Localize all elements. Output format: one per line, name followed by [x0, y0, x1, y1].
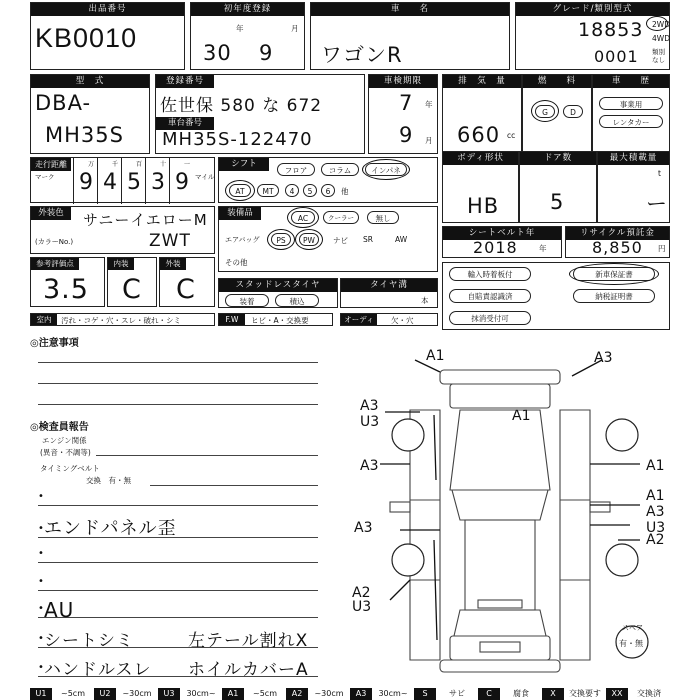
- legend-value: 30cm~: [186, 689, 216, 698]
- fuel-diesel-option: D: [563, 105, 583, 118]
- spare-label: スペア: [622, 624, 643, 632]
- mark-right-door-a1: A1: [646, 458, 665, 474]
- fw-condition-label: F.W: [219, 314, 245, 325]
- studless-label: スタッドレスタイヤ: [219, 279, 337, 292]
- legend-key: A1: [222, 688, 244, 700]
- legend-key: S: [414, 688, 436, 700]
- remark-bullet: •: [38, 576, 44, 587]
- remark-right-1: 左テール割れX: [188, 631, 309, 651]
- remark-bullet: •: [38, 603, 44, 614]
- exterior-color-code-label: (カラーNo.): [35, 238, 74, 246]
- doc-cancellation: 抹消受付可: [449, 311, 531, 325]
- mileage-digit-cell: [121, 158, 145, 204]
- mileage-digit-cell: [97, 158, 121, 204]
- equipment-box: [218, 206, 438, 272]
- timing-belt-options: 交換 有・無: [86, 476, 131, 485]
- doc-tax-cert: 納税証明書: [573, 289, 655, 303]
- model-line2: MH35S: [45, 123, 124, 147]
- remark-bullet: •: [38, 548, 44, 559]
- recycle-label: リサイクル預託金: [566, 227, 669, 240]
- history-rental-option: レンタカー: [599, 115, 663, 128]
- mileage-unit: 十: [160, 161, 167, 168]
- doors-value: 5: [550, 190, 565, 214]
- shift-floor-option: フロア: [277, 163, 315, 176]
- mileage-digit: 9: [175, 170, 190, 195]
- legend-value: サビ: [449, 689, 465, 698]
- car-name-value: ワゴンR: [321, 43, 403, 67]
- equipment-navi-option: ナビ: [333, 236, 348, 245]
- mileage-unit: 千: [112, 161, 119, 168]
- first-registration-month: 9: [259, 41, 274, 65]
- mileage-mark-label: マーク: [35, 173, 55, 181]
- selected-circle-mark: [646, 16, 668, 31]
- tire-depth-box: [340, 278, 438, 308]
- exterior-color-code: ZWT: [149, 231, 191, 251]
- seatbelt-unit: 年: [539, 244, 547, 253]
- legend-value: ~5cm: [61, 689, 85, 698]
- doc-import-plate: 輸入時着板付: [449, 267, 531, 281]
- remark-3: シートシミ: [44, 631, 134, 651]
- lot-number-label: 出品番号: [31, 3, 184, 16]
- mark-front-a1: A1: [426, 348, 445, 364]
- interior-score-label: 内装: [108, 258, 134, 270]
- model-line1: DBA-: [35, 91, 92, 115]
- mark-rear-a2: A2: [352, 585, 371, 601]
- first-registration-box: [190, 2, 305, 70]
- mileage-unit: 万: [88, 161, 95, 168]
- inspection-year-label: 年: [425, 100, 433, 109]
- chassis-value: MH35S-122470: [162, 129, 313, 150]
- equipment-cooler-option: クーラー: [323, 211, 359, 224]
- capacity-unit: t: [658, 169, 661, 178]
- legend-value: 腐食: [513, 689, 529, 698]
- fuel-label: 燃 料: [523, 75, 591, 88]
- interior-condition-label: 室内: [31, 314, 57, 325]
- inspection-month-label: 月: [425, 136, 433, 145]
- mileage-label: 走行距離: [31, 158, 71, 171]
- doors-box: [519, 151, 597, 223]
- equipment-sr-option: SR: [363, 235, 373, 244]
- selected-circle-mark: [287, 207, 319, 228]
- interior-score-value: C: [122, 274, 142, 305]
- legend-value: 交換済: [637, 689, 661, 698]
- first-registration-year: 30: [203, 41, 232, 65]
- mileage-box: [30, 157, 215, 203]
- mileage-digit: 9: [79, 170, 94, 195]
- exterior-color-box: [30, 206, 215, 254]
- engine-label: エンジン関係: [42, 436, 87, 445]
- grade-sub-value: 0001: [594, 47, 639, 66]
- grade-label: グレード/類別型式: [516, 3, 669, 16]
- mileage-digit: 3: [151, 170, 166, 195]
- mileage-digit-cell: [73, 158, 97, 204]
- mark-right-rear-a3: A3: [646, 504, 665, 520]
- audio-condition-text: 欠・穴: [391, 316, 414, 325]
- shift-mt-option: MT: [257, 184, 279, 197]
- seatbelt-box: [442, 226, 562, 258]
- inspection-label: 車検期限: [369, 75, 437, 88]
- first-registration-month-label: 月: [291, 24, 299, 33]
- capacity-value: ー: [646, 192, 668, 216]
- displacement-unit: cc: [507, 131, 516, 140]
- mark-right-quarter-a2: A2: [646, 532, 665, 548]
- legend-value: ~30cm: [122, 689, 152, 698]
- mark-front-a3: A3: [594, 350, 613, 366]
- mark-left-rear-a3: A3: [354, 520, 373, 536]
- remark-2: AU: [44, 598, 75, 622]
- selected-circle-mark: [225, 180, 255, 201]
- model-label: 型 式: [31, 75, 149, 88]
- remark-right-2: ホイルカバーA: [188, 660, 309, 680]
- studless-mounted-option: 装着: [225, 294, 269, 307]
- displacement-value: 660: [457, 123, 501, 147]
- selected-circle-mark: [295, 229, 323, 250]
- inspector-title: ◎検査員報告: [30, 422, 89, 433]
- legend-key: C: [478, 688, 500, 700]
- equipment-label: 装備品: [219, 207, 261, 220]
- shift-other-option: 他: [341, 187, 349, 196]
- interior-score-box: [107, 257, 157, 307]
- inspection-box: [368, 74, 438, 154]
- shift-column-option: コラム: [321, 163, 359, 176]
- equipment-pw-option: PW: [299, 233, 319, 246]
- plate-value: 佐世保 580 な 672: [160, 96, 323, 116]
- legend-key: A3: [350, 688, 372, 700]
- vehicle-damage-diagram: [340, 340, 670, 685]
- mileage-digit-cell: [145, 158, 169, 204]
- body-type-label: ボディ形状: [443, 152, 518, 165]
- remark-bullet: •: [38, 491, 44, 502]
- equipment-other-label: その他: [225, 258, 248, 267]
- interior-condition-bar: [30, 313, 215, 326]
- recycle-value: 8,850: [592, 238, 643, 257]
- doc-insurance: 自賠責認識済: [449, 289, 531, 303]
- mark-rear-u3: U3: [352, 599, 372, 615]
- doc-warranty: 新車保証書: [573, 267, 655, 281]
- grade-box: [515, 2, 670, 70]
- car-name-label: 車 名: [311, 3, 509, 16]
- legend-key: A2: [286, 688, 308, 700]
- mileage-unit-label: マイル: [195, 173, 215, 181]
- mileage-digit: 5: [127, 170, 142, 195]
- doors-label: ドア数: [520, 152, 596, 165]
- audio-condition-bar: [340, 313, 438, 335]
- legend-key: U3: [158, 688, 180, 700]
- overall-score-label: 参考評価点: [31, 258, 79, 270]
- inspection-month: 9: [399, 123, 414, 147]
- shift-at-option: AT: [229, 184, 251, 197]
- plate-box: [155, 74, 365, 154]
- shift-6-option: 6: [321, 184, 335, 197]
- legend-key: U1: [30, 688, 52, 700]
- car-name-box: [310, 2, 510, 70]
- selected-circle-mark: [569, 263, 659, 285]
- tire-depth-label: タイヤ溝: [341, 279, 437, 292]
- recycle-box: [565, 226, 670, 258]
- notes-title: ◎注意事項: [30, 338, 79, 349]
- seatbelt-value: 2018: [473, 238, 518, 257]
- fuel-gas-option: G: [535, 105, 555, 118]
- remark-4: ハンドルスレ: [44, 660, 152, 680]
- equipment-ps-option: PS: [271, 233, 291, 246]
- shift-label: シフト: [219, 158, 269, 171]
- mark-right-rear-a1: A1: [646, 488, 665, 504]
- fw-condition-text: ヒビ・A・交換要: [251, 316, 309, 325]
- fw-condition-bar: [218, 313, 333, 326]
- first-registration-label: 初年度登録: [191, 3, 304, 16]
- documents-box: [442, 262, 670, 330]
- exterior-score-box: [159, 257, 215, 307]
- legend-key: U2: [94, 688, 116, 700]
- exterior-score-label: 外装: [160, 258, 186, 270]
- spare-value: 有・無: [619, 639, 643, 648]
- mileage-digit-cell: [169, 158, 193, 204]
- model-box: [30, 74, 150, 154]
- shift-box: [218, 157, 438, 203]
- remark-1: エンドパネル歪: [44, 518, 177, 539]
- shift-instpanel-option: インパネ: [365, 163, 407, 176]
- selected-circle-mark: [362, 159, 410, 180]
- engine-sub-label: (異音・不調等): [40, 448, 91, 457]
- mark-right-rear-u3: U3: [646, 520, 666, 536]
- mileage-unit: 百: [136, 161, 143, 168]
- chassis-label: 車台番号: [156, 117, 214, 130]
- audio-condition-label: オーディオ: [341, 314, 377, 325]
- recycle-unit: 円: [658, 244, 666, 253]
- history-business-option: 事業用: [599, 97, 663, 110]
- legend-key: XX: [606, 688, 628, 700]
- displacement-label: 排 気 量: [443, 75, 521, 88]
- history-label: 車 歴: [593, 75, 669, 88]
- mark-hood-a1: A1: [512, 408, 531, 424]
- legend-value: 30cm~: [378, 689, 408, 698]
- fuel-box: [522, 74, 592, 154]
- seatbelt-label: シートベルト年: [443, 227, 561, 240]
- tire-depth-unit: 本: [421, 296, 429, 305]
- equipment-none-option: 無し: [367, 211, 399, 224]
- shift-4-option: 4: [285, 184, 299, 197]
- timing-belt-label: タイミングベルト: [40, 464, 100, 473]
- legend-value: 交換要す: [569, 689, 601, 698]
- exterior-score-value: C: [176, 274, 196, 305]
- equipment-ac-option: AC: [291, 211, 315, 224]
- mark-left-front-u3: U3: [360, 414, 380, 430]
- plate-label: 登録番号: [156, 75, 214, 88]
- interior-condition-text: 汚れ・コゲ・穴・スレ・破れ・シミ: [61, 316, 181, 325]
- history-box: [592, 74, 670, 154]
- equipment-airbag-option: エアバッグ: [225, 236, 260, 244]
- mileage-unit: 一: [184, 161, 191, 168]
- grade-none-option: 類別なし: [652, 48, 665, 64]
- body-type-box: [442, 151, 519, 223]
- studless-box: [218, 278, 338, 308]
- mark-left-front-a3: A3: [360, 398, 379, 414]
- overall-score-value: 3.5: [43, 274, 89, 305]
- legend-value: ~5cm: [253, 689, 277, 698]
- grade-4wd-option: 4WD: [652, 34, 670, 43]
- remark-bullet: •: [38, 633, 44, 644]
- lot-number-value: KB0010: [35, 23, 138, 53]
- first-registration-year-label: 年: [236, 24, 244, 33]
- grade-value: 18853: [578, 19, 644, 41]
- selected-circle-mark: [267, 229, 295, 250]
- lot-number-box: [30, 2, 185, 70]
- selected-circle-mark: [531, 100, 559, 122]
- mark-left-door-a3: A3: [360, 458, 379, 474]
- remark-bullet: •: [38, 523, 44, 534]
- body-type-value: HB: [467, 194, 500, 218]
- legend-value: ~30cm: [314, 689, 344, 698]
- exterior-color-label: 外装色: [31, 207, 71, 220]
- equipment-aw-option: AW: [395, 235, 408, 244]
- displacement-box: [442, 74, 522, 154]
- studless-loaded-option: 積込: [275, 294, 319, 307]
- overall-score-box: [30, 257, 105, 307]
- shift-5-option: 5: [303, 184, 317, 197]
- grade-2wd-option: 2WD: [652, 20, 670, 29]
- inspection-year: 7: [399, 91, 414, 115]
- capacity-label: 最大積載量: [598, 152, 669, 165]
- legend-key: X: [542, 688, 564, 700]
- capacity-box: [597, 151, 670, 223]
- exterior-color-value: サニーイエローM: [83, 211, 208, 229]
- mileage-digit: 4: [103, 170, 118, 195]
- remark-bullet: •: [38, 662, 44, 673]
